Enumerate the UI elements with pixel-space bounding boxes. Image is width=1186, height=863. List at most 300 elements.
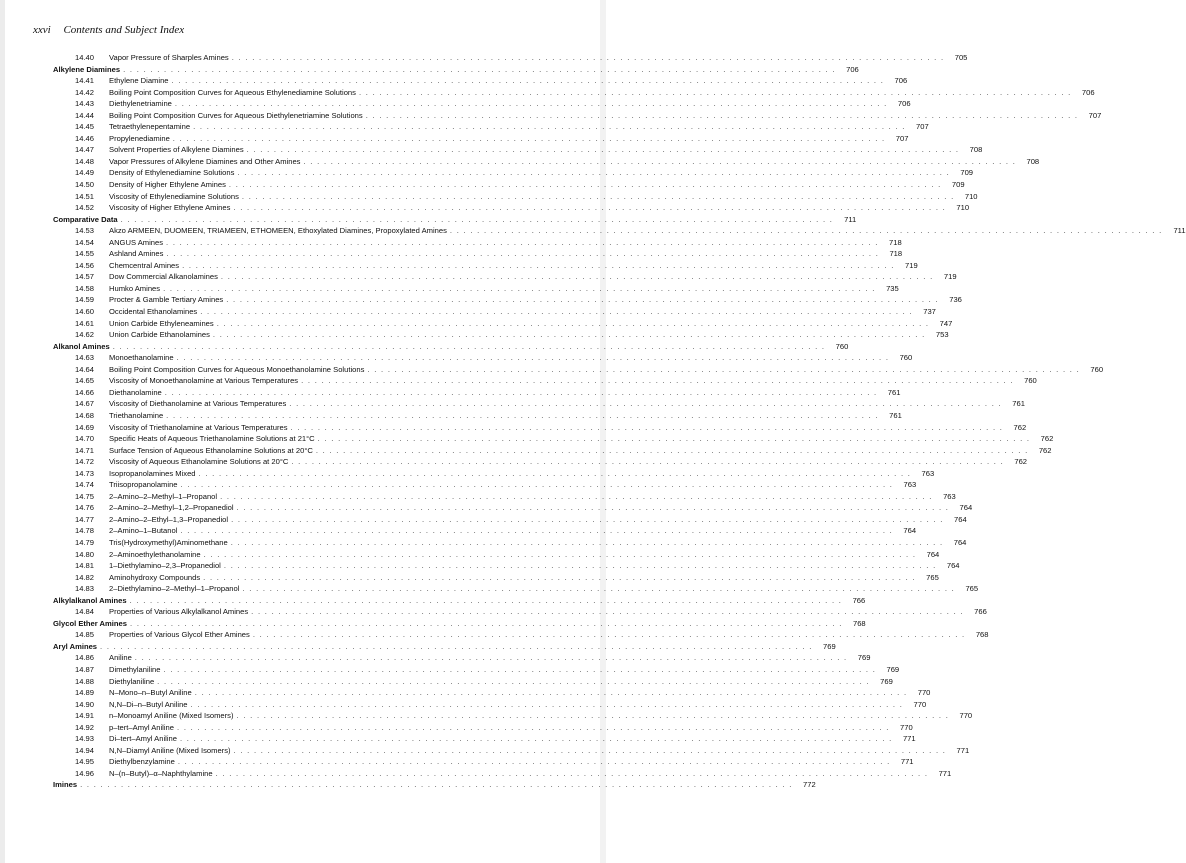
entry-number: 14.55 [75,249,95,259]
dot-leader: . . . . . . . . . . . . . . . . . . . . . . . . . . . . . . . . . . . . . . . . . . . . . . . . . . . . . . . . . . . . . . . . . . . . . . . . . . . . . . . . . . . . . . . . . . . . . . . . . . . . . . . . . [303,156,1017,166]
dot-leader: . . . . . . . . . . . . . . . . . . . . . . . . . . . . . . . . . . . . . . . . . . . . . . . . . . . . . . . . . . . . . . . . . . . . . . . . . . . . . . . . . . . . . . . . . . . . . . . . . . . . . . . . . [449,226,1163,236]
entry-number: 14.88 [75,676,95,686]
toc-entry-row [53,537,967,549]
toc-entry-row [53,306,936,318]
entry-title: 2–Amino–2–Methyl–1–Propanol [109,491,218,501]
dot-leader: . . . . . . . . . . . . . . . . . . . . . . . . . . . . . . . . . . . . . . . . . . . . . . . . . . . . . . . . . . . . . . . . . . . . . . . . . . . . . . . . . . . . . . . . . . . . . . . . . . . . . . . . . [358,87,1072,97]
page-number: 764 [954,514,967,524]
toc-entry-row [53,52,968,64]
toc-entry-row [53,768,952,780]
dot-leader: . . . . . . . . . . . . . . . . . . . . . . . . . . . . . . . . . . . . . . . . . . . . . . . . . . . . . . . . . . . . . . . . . . . . . . . . . . . . . . . . . . . . . . . . . . . . . . . . . . . . . . . . . [134,653,848,663]
toc-entry-row [53,629,989,641]
entry-number: 14.50 [75,180,95,190]
page-number: 706 [846,64,859,74]
toc-entry-row [53,560,960,572]
entry-title: Diethylbenzylamine [109,757,175,767]
toc-entry-row [53,364,1104,376]
dot-leader: . . . . . . . . . . . . . . . . . . . . . . . . . . . . . . . . . . . . . . . . . . . . . . . . . . . . . . . . . . . . . . . . . . . . . . . . . . . . . . . . . . . . . . . . . . . . . . . . . . . . . . . . . [220,491,933,501]
section-title: Aryl Amines [53,641,98,651]
dot-leader: . . . . . . . . . . . . . . . . . . . . . . . . . . . . . . . . . . . . . . . . . . . . . . . . . . . . . . . . . . . . . . . . . . . . . . . . . . . . . . . . . . . . . . . . . . . . . . . . . . . . . . . . . [251,607,964,617]
dot-leader: . . . . . . . . . . . . . . . . . . . . . . . . . . . . . . . . . . . . . . . . . . . . . . . . . . . . . . . . . . . . . . . . . . . . . . . . . . . . . . . . . . . . . . . . . . . . . . . . . . . . . . . . . [236,711,950,721]
dot-leader: . . . . . . . . . . . . . . . . . . . . . . . . . . . . . . . . . . . . . . . . . . . . . . . . . . . . . . . . . . . . . . . . . . . . . . . . . . . . . . . . . . . . . . . . . . . . . . . . . . . . . . . . . [252,630,966,640]
dot-leader: . . . . . . . . . . . . . . . . . . . . . . . . . . . . . . . . . . . . . . . . . . . . . . . . . . . . . . . . . . . . . . . . . . . . . . . . . . . . . . . . . . . . . . . . . . . . . . . . . . . . . . . . . [203,572,916,582]
toc-entry-row [53,549,940,561]
page-number: 771 [900,757,914,767]
entry-number: 14.75 [75,491,95,501]
toc-entry-row [53,191,978,203]
entry-title: Boiling Point Composition Curves for Aqueous Ethylenediamine Solutions [109,87,356,97]
page-number: 765 [965,584,979,594]
page-number: 762 [1014,457,1028,467]
page-number: 766 [974,607,987,617]
toc-entry-row [53,167,974,179]
entry-number: 14.47 [75,145,95,155]
entry-number: 14.54 [75,237,95,247]
dot-leader: . . . . . . . . . . . . . . . . . . . . . . . . . . . . . . . . . . . . . . . . . . . . . . . . . . . . . . . . . . . . . . . . . . . . . . . . . . . . . . . . . . . . . . . . . . . . . . . . . . . . . . . . . [215,768,929,778]
entry-title: Properties of Various Alkylalkanol Amines [109,607,249,617]
page-number: 769 [886,664,900,674]
entry-title: Diethylenetriamine [109,99,172,109]
entry-title: Union Carbide Ethyleneamines [109,318,214,328]
entry-number: 14.40 [75,53,95,62]
page-number: 770 [900,722,913,732]
entry-number: 14.86 [75,653,95,663]
page-number: 770 [913,699,927,709]
toc-entry-row [53,202,970,214]
page-number: 718 [889,249,903,259]
dot-leader: . . . . . . . . . . . . . . . . . . . . . . . . . . . . . . . . . . . . . . . . . . . . . . . . . . . . . . . . . . . . . . . . . . . . . . . . . . . . . . . . . . . . . . . . . . . . . . . . . . . . . . . . . [100,641,813,651]
page-number: 760 [899,353,913,363]
entry-number: 14.85 [75,630,95,640]
entry-title: 2–Diethylamino–2–Methyl–1–Propanol [109,584,240,594]
page-number: 747 [939,318,953,328]
entry-number: 14.48 [75,156,95,166]
section-title: Imines [53,780,78,790]
entry-number: 14.89 [75,688,95,698]
dot-leader: . . . . . . . . . . . . . . . . . . . . . . . . . . . . . . . . . . . . . . . . . . . . . . . . . . . . . . . . . . . . . . . . . . . . . . . . . . . . . . . . . . . . . . . . . . . . . . . . . . . . . . . . . [120,214,834,224]
page-number: 772 [803,780,816,790]
dot-leader: . . . . . . . . . . . . . . . . . . . . . . . . . . . . . . . . . . . . . . . . . . . . . . . . . . . . . . . . . . . . . . . . . . . . . . . . . . . . . . . . . . . . . . . . . . . . . . . . . . . . . . . . . [231,514,944,524]
entry-title: Aminohydroxy Compounds [109,572,201,582]
dot-leader: . . . . . . . . . . . . . . . . . . . . . . . . . . . . . . . . . . . . . . . . . . . . . . . . . . . . . . . . . . . . . . . . . . . . . . . . . . . . . . . . . . . . . . . . . . . . . . . . . . . . . . . . . [171,76,885,86]
page-number: 760 [1024,376,1037,386]
page-number: 764 [903,526,917,536]
entry-title: N,N–Di–n–Butyl Aniline [109,699,188,709]
dot-leader: . . . . . . . . . . . . . . . . . . . . . . . . . . . . . . . . . . . . . . . . . . . . . . . . . . . . . . . . . . . . . . . . . . . . . . . . . . . . . . . . . . . . . . . . . . . . . . . . . . . . . . . . . [172,133,886,143]
toc-entry-row [53,237,902,249]
toc-entry-row [53,318,953,330]
entry-number: 14.79 [75,537,95,547]
toc-entry-row [53,468,935,480]
entry-title: Solvent Properties of Alkylene Diamines [109,145,244,155]
header-page-number: xxvi [33,24,51,36]
entry-title: Diethanolamine [109,387,162,397]
dot-leader: . . . . . . . . . . . . . . . . . . . . . . . . . . . . . . . . . . . . . . . . . . . . . . . . . . . . . . . . . . . . . . . . . . . . . . . . . . . . . . . . . . . . . . . . . . . . . . . . . . . . . . . . . [291,457,1005,467]
entry-title: Diethylaniline [109,676,155,686]
entry-number: 14.72 [75,457,95,467]
dot-leader: . . . . . . . . . . . . . . . . . . . . . . . . . . . . . . . . . . . . . . . . . . . . . . . . . . . . . . . . . . . . . . . . . . . . . . . . . . . . . . . . . . . . . . . . . . . . . . . . . . . . . . . . . [180,480,894,490]
entry-title: Procter & Gamble Tertiary Amines [109,295,224,305]
page-number: 707 [1088,110,1102,120]
page-number: 766 [852,595,866,605]
page-number: 762 [1038,445,1052,455]
entry-title: Union Carbide Ethanolamines [109,330,210,340]
page-left-edge [0,0,5,863]
dot-leader: . . . . . . . . . . . . . . . . . . . . . . . . . . . . . . . . . . . . . . . . . . . . . . . . . . . . . . . . . . . . . . . . . . . . . . . . . . . . . . . . . . . . . . . . . . . . . . . . . . . . . . . . . [301,376,1014,386]
entry-title: N–(n–Butyl)–α–Naphthylamine [109,768,213,778]
toc-section-row [53,595,866,607]
dot-leader: . . . . . . . . . . . . . . . . . . . . . . . . . . . . . . . . . . . . . . . . . . . . . . . . . . . . . . . . . . . . . . . . . . . . . . . . . . . . . . . . . . . . . . . . . . . . . . . . . . . . . . . . . [289,399,1002,409]
page-number: 707 [895,133,909,143]
entry-title: Dimethylaniline [109,664,161,674]
section-title: Alkanol Amines [53,341,110,351]
page-number: 768 [975,630,989,640]
entry-title: Viscosity of Diethanolamine at Various Temperatures [109,399,287,409]
entry-number: 14.60 [75,307,95,317]
entry-number: 14.66 [75,387,95,397]
page-number: 770 [917,688,931,698]
toc-entry-row [53,387,901,399]
entry-number: 14.44 [75,110,95,120]
page-number: 761 [1012,399,1025,409]
toc-entry-row [53,502,973,514]
toc-entry-row [53,606,987,618]
page-number: 764 [953,537,967,547]
page-number: 764 [926,549,940,559]
page-number: 705 [954,53,968,62]
entry-title: Vapor Pressure of Sharples Amines [109,53,229,62]
section-title: Alkylalkanol Amines [53,595,127,605]
dot-leader: . . . . . . . . . . . . . . . . . . . . . . . . . . . . . . . . . . . . . . . . . . . . . . . . . . . . . . . . . . . . . . . . . . . . . . . . . . . . . . . . . . . . . . . . . . . . . . . . . . . . . . . . . [163,664,877,674]
page-number: 706 [1081,87,1095,97]
page-number: 719 [905,260,918,270]
entry-title: Aniline [109,653,132,663]
page-number: 711 [844,214,857,224]
entry-number: 14.69 [75,422,95,432]
section-title: Alkylene Diamines [53,64,121,74]
toc-entry-row [53,422,1027,434]
page-number: 708 [969,145,983,155]
dot-leader: . . . . . . . . . . . . . . . . . . . . . . . . . . . . . . . . . . . . . . . . . . . . . . . . . . . . . . . . . . . . . . . . . . . . . . . . . . . . . . . . . . . . . . . . . . . . . . . . . . . . . . . . . [315,445,1029,455]
dot-leader: . . . . . . . . . . . . . . . . . . . . . . . . . . . . . . . . . . . . . . . . . . . . . . . . . . . . . . . . . . . . . . . . . . . . . . . . . . . . . . . . . . . . . . . . . . . . . . . . . . . . . . . . . [233,203,947,213]
toc-entry-row [53,87,1095,99]
toc-entry-row [53,514,967,526]
page-number: 761 [889,410,902,420]
entry-title: Monoethanolamine [109,353,174,363]
dot-leader: . . . . . . . . . . . . . . . . . . . . . . . . . . . . . . . . . . . . . . . . . . . . . . . . . . . . . . . . . . . . . . . . . . . . . . . . . . . . . . . . . . . . . . . . . . . . . . . . . . . . . . . . . [80,780,793,790]
toc-entry-row [53,456,1028,468]
entry-title: Triisopropanolamine [109,480,178,490]
toc-entry-row [53,156,1040,168]
toc-entry-row [53,121,929,133]
toc-entry-row [53,652,871,664]
dot-leader: . . . . . . . . . . . . . . . . . . . . . . . . . . . . . . . . . . . . . . . . . . . . . . . . . . . . . . . . . . . . . . . . . . . . . . . . . . . . . . . . . . . . . . . . . . . . . . . . . . . . . . . . . [157,676,870,686]
dot-leader: . . . . . . . . . . . . . . . . . . . . . . . . . . . . . . . . . . . . . . . . . . . . . . . . . . . . . . . . . . . . . . . . . . . . . . . . . . . . . . . . . . . . . . . . . . . . . . . . . . . . . . . . . [231,53,945,62]
page-number: 764 [959,503,973,513]
page-number: 736 [949,295,962,305]
toc-entry-row [53,283,899,295]
page-number: 763 [943,491,956,501]
toc-entry-row [53,491,956,503]
page-number: 765 [926,572,939,582]
entry-number: 14.56 [75,260,95,270]
entry-number: 14.42 [75,87,95,97]
dot-leader: . . . . . . . . . . . . . . . . . . . . . . . . . . . . . . . . . . . . . . . . . . . . . . . . . . . . . . . . . . . . . . . . . . . . . . . . . . . . . . . . . . . . . . . . . . . . . . . . . . . . . . . . . [190,699,904,709]
entry-title: Isopropanolamines Mixed [109,468,196,478]
dot-leader: . . . . . . . . . . . . . . . . . . . . . . . . . . . . . . . . . . . . . . . . . . . . . . . . . . . . . . . . . . . . . . . . . . . . . . . . . . . . . . . . . . . . . . . . . . . . . . . . . . . . . . . . . [317,434,1031,444]
entry-title: 1–Diethylamino–2,3–Propanediol [109,561,221,571]
entry-number: 14.76 [75,503,95,513]
entry-number: 14.70 [75,434,95,444]
toc-entry-row [53,710,973,722]
page-number: 706 [897,99,911,109]
entry-number: 14.74 [75,480,95,490]
dot-leader: . . . . . . . . . . . . . . . . . . . . . . . . . . . . . . . . . . . . . . . . . . . . . . . . . . . . . . . . . . . . . . . . . . . . . . . . . . . . . . . . . . . . . . . . . . . . . . . . . . . . . . . . . [180,526,894,536]
toc-entry-row [53,352,913,364]
dot-leader: . . . . . . . . . . . . . . . . . . . . . . . . . . . . . . . . . . . . . . . . . . . . . . . . . . . . . . . . . . . . . . . . . . . . . . . . . . . . . . . . . . . . . . . . . . . . . . . . . . . . . . . . . [182,260,895,270]
toc-entry-row [53,664,900,676]
toc-entry-row [53,179,965,191]
entry-number: 14.73 [75,468,95,478]
toc-entry-row [53,110,1102,122]
page-number: 770 [959,711,973,721]
page-number: 719 [943,272,957,282]
page-number: 737 [923,307,936,317]
entry-title: Viscosity of Aqueous Ethanolamine Solutions at 20°C [109,457,289,467]
dot-leader: . . . . . . . . . . . . . . . . . . . . . . . . . . . . . . . . . . . . . . . . . . . . . . . . . . . . . . . . . . . . . . . . . . . . . . . . . . . . . . . . . . . . . . . . . . . . . . . . . . . . . . . . . [194,688,908,698]
entry-title: Viscosity of Monoethanolamine at Various Temperatures [109,376,299,386]
toc-entry-row [53,144,983,156]
header-title: Contents and Subject Index [63,24,185,36]
entry-title: Occidental Ethanolamines [109,307,198,317]
page-number: 710 [964,191,978,201]
toc-entry-row [53,572,939,584]
toc-entry-row [53,687,931,699]
dot-leader: . . . . . . . . . . . . . . . . . . . . . . . . . . . . . . . . . . . . . . . . . . . . . . . . . . . . . . . . . . . . . . . . . . . . . . . . . . . . . . . . . . . . . . . . . . . . . . . . . . . . . . . . . [230,537,944,547]
entry-number: 14.71 [75,445,95,455]
entry-title: 2–Amino–2–Methyl–1,2–Propanediol [109,503,234,513]
toc-entry-row [53,410,902,422]
page-number: 762 [1013,422,1027,432]
toc-entry-row [53,756,914,768]
entry-number: 14.81 [75,561,95,571]
dot-leader: . . . . . . . . . . . . . . . . . . . . . . . . . . . . . . . . . . . . . . . . . . . . . . . . . . . . . . . . . . . . . . . . . . . . . . . . . . . . . . . . . . . . . . . . . . . . . . . . . . . . . . . . . [166,237,879,247]
page-number: 706 [894,76,908,86]
entry-title: Triethanolamine [109,410,164,420]
entry-title: Akzo ARMEEN, DUOMEEN, TRIAMEEN, ETHOMEEN, Ethoxylated Diamines, Propoxylated Amines [109,226,447,236]
toc-entry-row [53,722,913,734]
entry-number: 14.58 [75,283,95,293]
toc-section-row [53,214,857,226]
entry-number: 14.49 [75,168,95,178]
entry-title: Density of Higher Ethylene Amines [109,180,226,190]
entry-number: 14.84 [75,607,95,617]
dot-leader: . . . . . . . . . . . . . . . . . . . . . . . . . . . . . . . . . . . . . . . . . . . . . . . . . . . . . . . . . . . . . . . . . . . . . . . . . . . . . . . . . . . . . . . . . . . . . . . . . . . . . . . . . [237,168,951,178]
toc-entry-row [53,583,979,595]
toc-entry-row [53,248,903,260]
page-number: 707 [916,122,929,132]
running-head [33,24,184,36]
toc-entry-row [53,745,970,757]
toc-section-row [53,779,816,791]
toc-entry-row [53,271,957,283]
toc-entry-row [53,294,962,306]
dot-leader: . . . . . . . . . . . . . . . . . . . . . . . . . . . . . . . . . . . . . . . . . . . . . . . . . . . . . . . . . . . . . . . . . . . . . . . . . . . . . . . . . . . . . . . . . . . . . . . . . . . . . . . . . [200,307,913,317]
page-number: 709 [960,168,974,178]
page-number: 764 [946,561,960,571]
entry-title: Chemcentral Amines [109,260,180,270]
entry-title: Specific Heats of Aqueous Triethanolamine Solutions at 21°C [109,434,315,444]
entry-number: 14.46 [75,133,95,143]
dot-leader: . . . . . . . . . . . . . . . . . . . . . . . . . . . . . . . . . . . . . . . . . . . . . . . . . . . . . . . . . . . . . . . . . . . . . . . . . . . . . . . . . . . . . . . . . . . . . . . . . . . . . . . . . [242,584,956,594]
dot-leader: . . . . . . . . . . . . . . . . . . . . . . . . . . . . . . . . . . . . . . . . . . . . . . . . . . . . . . . . . . . . . . . . . . . . . . . . . . . . . . . . . . . . . . . . . . . . . . . . . . . . . . . . . [193,122,906,132]
toc-section-row [53,641,836,653]
dot-leader: . . . . . . . . . . . . . . . . . . . . . . . . . . . . . . . . . . . . . . . . . . . . . . . . . . . . . . . . . . . . . . . . . . . . . . . . . . . . . . . . . . . . . . . . . . . . . . . . . . . . . . . . . [216,318,930,328]
page-number: 710 [956,203,970,213]
dot-leader: . . . . . . . . . . . . . . . . . . . . . . . . . . . . . . . . . . . . . . . . . . . . . . . . . . . . . . . . . . . . . . . . . . . . . . . . . . . . . . . . . . . . . . . . . . . . . . . . . . . . . . . . . [290,422,1004,432]
entry-number: 14.92 [75,722,95,732]
entry-title: Tris(Hydroxymethyl)Aminomethane [109,537,228,547]
entry-title: Density of Ethylenediamine Solutions [109,168,235,178]
entry-number: 14.82 [75,572,95,582]
entry-number: 14.43 [75,99,95,109]
entry-number: 14.95 [75,757,95,767]
dot-leader: . . . . . . . . . . . . . . . . . . . . . . . . . . . . . . . . . . . . . . . . . . . . . . . . . . . . . . . . . . . . . . . . . . . . . . . . . . . . . . . . . . . . . . . . . . . . . . . . . . . . . . . . . [129,595,843,605]
entry-number: 14.93 [75,734,95,744]
dot-leader: . . . . . . . . . . . . . . . . . . . . . . . . . . . . . . . . . . . . . . . . . . . . . . . . . . . . . . . . . . . . . . . . . . . . . . . . . . . . . . . . . . . . . . . . . . . . . . . . . . . . . . . . . [166,410,879,420]
entry-number: 14.68 [75,410,95,420]
page-number: 708 [1026,156,1040,166]
page-number: 769 [857,653,871,663]
toc-entry-row [53,375,1037,387]
entry-number: 14.83 [75,584,95,594]
entry-number: 14.77 [75,514,95,524]
toc-entry-row [53,699,927,711]
dot-leader: . . . . . . . . . . . . . . . . . . . . . . . . . . . . . . . . . . . . . . . . . . . . . . . . . . . . . . . . . . . . . . . . . . . . . . . . . . . . . . . . . . . . . . . . . . . . . . . . . . . . . . . . . [198,468,912,478]
entry-title: Viscosity of Triethanolamine at Various Temperatures [109,422,288,432]
entry-number: 14.45 [75,122,95,132]
dot-leader: . . . . . . . . . . . . . . . . . . . . . . . . . . . . . . . . . . . . . . . . . . . . . . . . . . . . . . . . . . . . . . . . . . . . . . . . . . . . . . . . . . . . . . . . . . . . . . . . . . . . . . . . . [246,145,960,155]
dot-leader: . . . . . . . . . . . . . . . . . . . . . . . . . . . . . . . . . . . . . . . . . . . . . . . . . . . . . . . . . . . . . . . . . . . . . . . . . . . . . . . . . . . . . . . . . . . . . . . . . . . . . . . . . [179,734,893,744]
entry-title: Propylenediamine [109,133,170,143]
dot-leader: . . . . . . . . . . . . . . . . . . . . . . . . . . . . . . . . . . . . . . . . . . . . . . . . . . . . . . . . . . . . . . . . . . . . . . . . . . . . . . . . . . . . . . . . . . . . . . . . . . . . . . . . . [176,353,890,363]
dot-leader: . . . . . . . . . . . . . . . . . . . . . . . . . . . . . . . . . . . . . . . . . . . . . . . . . . . . . . . . . . . . . . . . . . . . . . . . . . . . . . . . . . . . . . . . . . . . . . . . . . . . . . . . . [228,180,942,190]
entry-number: 14.87 [75,664,95,674]
entry-title: Surface Tension of Aqueous Ethanolamine Solutions at 20°C [109,445,313,455]
dot-leader: . . . . . . . . . . . . . . . . . . . . . . . . . . . . . . . . . . . . . . . . . . . . . . . . . . . . . . . . . . . . . . . . . . . . . . . . . . . . . . . . . . . . . . . . . . . . . . . . . . . . . . . . . [226,295,939,305]
entry-number: 14.67 [75,399,95,409]
entry-number: 14.61 [75,318,95,328]
toc-section-row [53,341,849,353]
dot-leader: . . . . . . . . . . . . . . . . . . . . . . . . . . . . . . . . . . . . . . . . . . . . . . . . . . . . . . . . . . . . . . . . . . . . . . . . . . . . . . . . . . . . . . . . . . . . . . . . . . . . . . . . . [164,387,878,397]
page-number: 762 [1040,434,1054,444]
toc-entry-row [53,676,893,688]
entry-number: 14.90 [75,699,95,709]
entry-title: p–tert–Amyl Aniline [109,722,175,732]
dot-leader: . . . . . . . . . . . . . . . . . . . . . . . . . . . . . . . . . . . . . . . . . . . . . . . . . . . . . . . . . . . . . . . . . . . . . . . . . . . . . . . . . . . . . . . . . . . . . . . . . . . . . . . . . [220,272,934,282]
dot-leader: . . . . . . . . . . . . . . . . . . . . . . . . . . . . . . . . . . . . . . . . . . . . . . . . . . . . . . . . . . . . . . . . . . . . . . . . . . . . . . . . . . . . . . . . . . . . . . . . . . . . . . . . . [177,757,891,767]
page-number: 735 [886,283,899,293]
toc-entry-row [53,329,949,341]
dot-leader: . . . . . . . . . . . . . . . . . . . . . . . . . . . . . . . . . . . . . . . . . . . . . . . . . . . . . . . . . . . . . . . . . . . . . . . . . . . . . . . . . . . . . . . . . . . . . . . . . . . . . . . . . [203,549,917,559]
section-title: Comparative Data [53,214,118,224]
entry-number: 14.78 [75,526,95,536]
entry-number: 14.59 [75,295,95,305]
dot-leader: . . . . . . . . . . . . . . . . . . . . . . . . . . . . . . . . . . . . . . . . . . . . . . . . . . . . . . . . . . . . . . . . . . . . . . . . . . . . . . . . . . . . . . . . . . . . . . . . . . . . . . . . . [163,283,876,293]
toc-entry-row [53,260,918,272]
toc-entry-row [53,433,1054,445]
page-number: 760 [1090,364,1104,374]
entry-number: 14.65 [75,376,95,386]
entry-number: 14.41 [75,76,95,86]
page-number: 763 [903,480,917,490]
toc-section-row [53,618,866,630]
toc-entry-row [53,75,908,87]
page-number: 768 [852,618,866,628]
dot-leader: . . . . . . . . . . . . . . . . . . . . . . . . . . . . . . . . . . . . . . . . . . . . . . . . . . . . . . . . . . . . . . . . . . . . . . . . . . . . . . . . . . . . . . . . . . . . . . . . . . . . . . . . . [174,99,888,109]
dot-leader: . . . . . . . . . . . . . . . . . . . . . . . . . . . . . . . . . . . . . . . . . . . . . . . . . . . . . . . . . . . . . . . . . . . . . . . . . . . . . . . . . . . . . . . . . . . . . . . . . . . . . . . . . [177,722,890,732]
entry-title: Dow Commercial Alkanolamines [109,272,218,282]
page-number: 769 [823,641,836,651]
toc-entry-row [53,98,911,110]
toc-entry-row [53,225,1186,237]
toc-entry-row [53,479,917,491]
dot-leader: . . . . . . . . . . . . . . . . . . . . . . . . . . . . . . . . . . . . . . . . . . . . . . . . . . . . . . . . . . . . . . . . . . . . . . . . . . . . . . . . . . . . . . . . . . . . . . . . . . . . . . . . . [112,341,826,351]
entry-number: 14.51 [75,191,95,201]
dot-leader: . . . . . . . . . . . . . . . . . . . . . . . . . . . . . . . . . . . . . . . . . . . . . . . . . . . . . . . . . . . . . . . . . . . . . . . . . . . . . . . . . . . . . . . . . . . . . . . . . . . . . . . . . [130,618,843,628]
page-number: 760 [835,341,849,351]
page-number: 763 [921,468,935,478]
page-number: 769 [880,676,893,686]
entry-title: ANGUS Amines [109,237,164,247]
dot-leader: . . . . . . . . . . . . . . . . . . . . . . . . . . . . . . . . . . . . . . . . . . . . . . . . . . . . . . . . . . . . . . . . . . . . . . . . . . . . . . . . . . . . . . . . . . . . . . . . . . . . . . . . . [223,561,937,571]
entry-number: 14.91 [75,711,95,721]
toc-entry-row [53,398,1025,410]
entry-title: Boiling Point Composition Curves for Aqueous Monoethanolamine Solutions [109,364,365,374]
dot-leader: . . . . . . . . . . . . . . . . . . . . . . . . . . . . . . . . . . . . . . . . . . . . . . . . . . . . . . . . . . . . . . . . . . . . . . . . . . . . . . . . . . . . . . . . . . . . . . . . . . . . . . . . . [123,64,836,74]
entry-number: 14.62 [75,330,95,340]
entry-title: 2–Amino–1–Butanol [109,526,178,536]
page-number: 709 [951,180,965,190]
entry-title: Viscosity of Ethylenediamine Solutions [109,191,239,201]
page-number: 753 [935,330,949,340]
toc-entry-row [53,133,909,145]
entry-title: Vapor Pressures of Alkylene Diamines and Other Amines [109,156,301,166]
entry-title: Viscosity of Higher Ethylene Amines [109,203,231,213]
dot-leader: . . . . . . . . . . . . . . . . . . . . . . . . . . . . . . . . . . . . . . . . . . . . . . . . . . . . . . . . . . . . . . . . . . . . . . . . . . . . . . . . . . . . . . . . . . . . . . . . . . . . . . . . . [367,364,1081,374]
page-number: 771 [956,745,970,755]
dot-leader: . . . . . . . . . . . . . . . . . . . . . . . . . . . . . . . . . . . . . . . . . . . . . . . . . . . . . . . . . . . . . . . . . . . . . . . . . . . . . . . . . . . . . . . . . . . . . . . . . . . . . . . . . [365,110,1079,120]
page-number: 761 [887,387,901,397]
page-number: 771 [938,768,952,778]
dot-leader: . . . . . . . . . . . . . . . . . . . . . . . . . . . . . . . . . . . . . . . . . . . . . . . . . . . . . . . . . . . . . . . . . . . . . . . . . . . . . . . . . . . . . . . . . . . . . . . . . . . . . . . . . [233,745,947,755]
page-number: 718 [889,237,902,247]
toc-section-row [53,64,859,76]
toc-entry-row [53,733,916,745]
entry-number: 14.80 [75,549,95,559]
page-number: 771 [902,734,916,744]
toc-entry-row [53,525,917,537]
entry-title: N,N–Diamyl Aniline (Mixed Isomers) [109,745,231,755]
entry-title: 2–Amino–2–Ethyl–1,3–Propanediol [109,514,229,524]
entry-title: Ashland Amines [109,249,164,259]
dot-leader: . . . . . . . . . . . . . . . . . . . . . . . . . . . . . . . . . . . . . . . . . . . . . . . . . . . . . . . . . . . . . . . . . . . . . . . . . . . . . . . . . . . . . . . . . . . . . . . . . . . . . . . . . [236,503,950,513]
entry-number: 14.63 [75,353,95,363]
dot-leader: . . . . . . . . . . . . . . . . . . . . . . . . . . . . . . . . . . . . . . . . . . . . . . . . . . . . . . . . . . . . . . . . . . . . . . . . . . . . . . . . . . . . . . . . . . . . . . . . . . . . . . . . . [166,249,880,259]
dot-leader: . . . . . . . . . . . . . . . . . . . . . . . . . . . . . . . . . . . . . . . . . . . . . . . . . . . . . . . . . . . . . . . . . . . . . . . . . . . . . . . . . . . . . . . . . . . . . . . . . . . . . . . . . [241,191,955,201]
entry-title: Boiling Point Composition Curves for Aqueous Diethylenetriamine Solutions [109,110,363,120]
section-title: Glycol Ether Amines [53,618,127,628]
